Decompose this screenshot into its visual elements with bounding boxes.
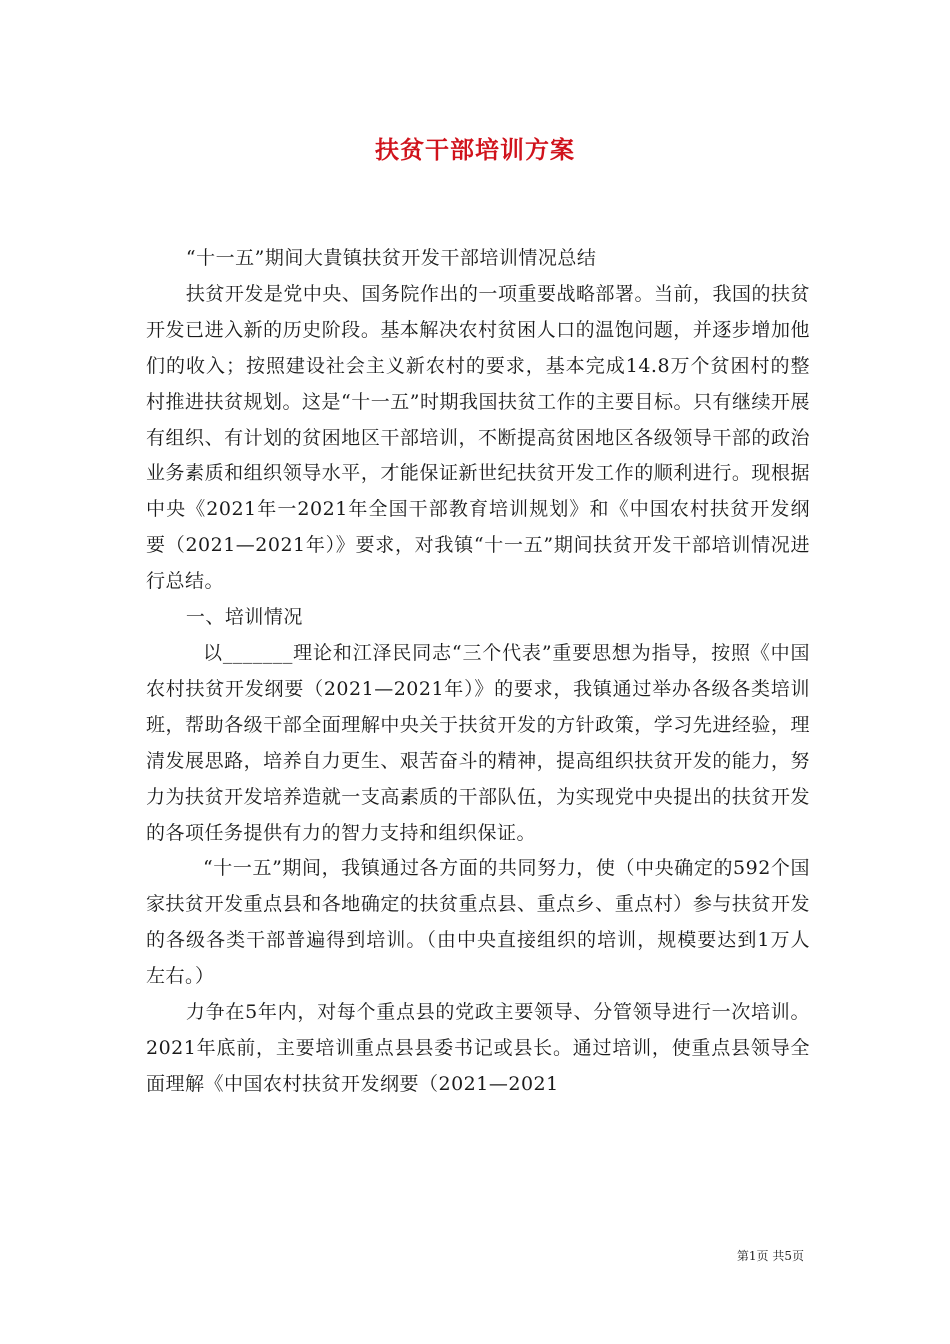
paragraph-guidance: 以_______理论和江泽民同志“三个代表”重要思想为指导，按照《中国农村扶贫开发纲要（2021—2021年）》的要求，我镇通过举办各级各类培训班，帮助各级干部全面理解中央关于扶贫开发的方针政策，学习先进经验，理清发展思路，培养自力更生、艰苦奋斗的精神，提高组织扶贫开发的能力，努力为扶贫开发培养造就一支高素质的干部队伍，为实现党中央提出的扶贫开发的各项任务提供有力的智力支持和组织保证。 [146,641,810,844]
document-title: 扶贫干部培训方案 [375,135,575,164]
paragraph-period: “十一五”期间，我镇通过各方面的共同努力，使（中央确定的592个国家扶贫开发重点县和各地确定的扶贫重点县、重点乡、重点村）参与扶贫开发的各级各类干部普遍得到培训。（由中央直接组织的培训，规模要达到1万人左右。） [146,857,810,988]
page-number: 第1页 共5页 [736,1249,804,1263]
document-body [146,241,810,1103]
paragraph-intro: 扶贫开发是党中央、国务院作出的一项重要战略部署。当前，我国的扶贫开发已进入新的历史阶段。基本解决农村贫困人口的温饱问题，并逐步增加他们的收入；按照建设社会主义新农村的要求，基本完成14.8万个贫困村的整村推进扶贫规划。这是“十一五”时期我国扶贫工作的主要目标。只有继续开展有组织、有计划的贫困地区干部培训，不断提高贫困地区各级领导干部的政治业务素质和组织领导水平，才能保证新世纪扶贫开发工作的顺利进行。现根据中央《2021年一2021年全国干部教育培训规划》和《中国农村扶贫开发纲要（2021—2021年）》要求，对我镇“十一五”期间扶贫开发干部培训情况进行总结。 [146,282,810,593]
paragraph-plan: 力争在5年内，对每个重点县的党政主要领导、分管领导进行一次培训。2021年底前，主要培训重点县县委书记或县长。通过培训，使重点县领导全面理解《中国农村扶贫开发纲要（2021—2021 [146,1001,810,1095]
section-heading: 一、培训情况 [185,606,303,629]
paragraph-subtitle: “十一五”期间大貴镇扶贫开发干部培训情况总结 [185,247,597,269]
